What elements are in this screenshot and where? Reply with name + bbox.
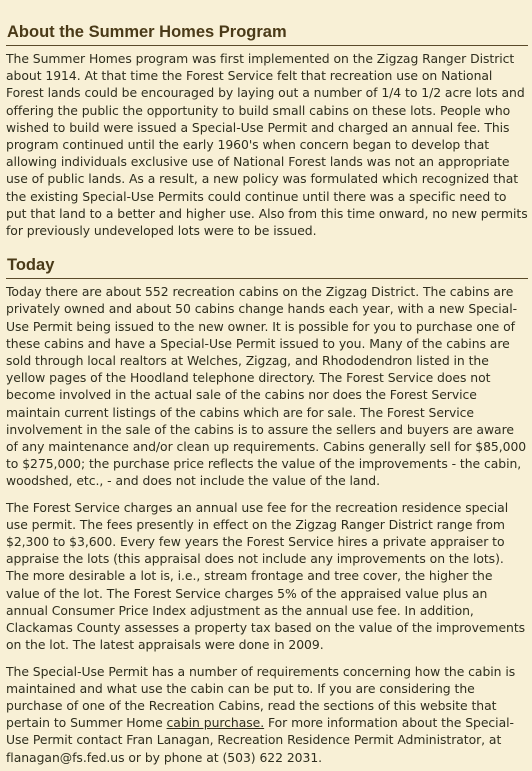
paragraph-today-1: Today there are about 552 recreation cabins on the Zigzag District. The cabins are privately owned and about 50 cabins change hands each year, with a new Special-Use Permit being issued to the new owner. It is possible for you to purchase one of these cabins and have a Special-Use Permit issued to you. Many of the cabins are sold through local realtors at Welches, Zigzag, and Rhododendron listed in the yellow pages of the Hoodland telephone directory. The Forest Service does not become involved in the actual sale of the cabins nor does the Forest Service maintain current listings of the cabins which are for sale. The Forest Service involvement in the sale of the cabins is to assure the sellers and buyers are aware of any maintenance and/or clean up requirements. Cabins generally sell for $85,000 to $275,000; the purchase price reflects the value of the improvements - the cabin, woodshed, etc., - and does not include the value of the land. [6, 284, 527, 489]
section-today [6, 253, 528, 765]
paragraph-text-before-link: The Special-Use Permit has a number of requirements concerning how the cabin is maintained and what use the cabin can be put to. If you are considering the purchase of one of the Recreation Cabins, read the sections of this website that pertain to Summer Home [6, 663, 516, 731]
section-heading-today: Today [6, 253, 528, 279]
cabin-purchase-link[interactable]: cabin purchase. [166, 715, 265, 731]
paragraph-text-after-link: For more information about the Special-Use Permit contact Fran Lanagan, Recreation Residence Permit Administrator, at flanagan@fs.fed.us or by phone at (503) 622 2031. [6, 715, 514, 765]
paragraph-about-1: The Summer Homes program was first implemented on the Zigzag Ranger District about 1914. At that time the Forest Service felt that recreation use on National Forest lands could be encouraged by laying out a number of 1/4 to 1/2 acre lots and offering the public the opportunity to build small cabins on these lots. People who wished to build were issued a Special-Use Permit and charged an annual fee. This program continued until the early 1960's when concern began to develop that allowing individuals exclusive use of National Forest lands was not an appropriate use of public lands. As a result, a new policy was formulated which recognized that the existing Special-Use Permits could continue until there was a specific need to put that land to a better and higher use. Also from this time onward, no new permits for previously undeveloped lots were to be issued. [6, 51, 528, 239]
paragraph-today-2: The Forest Service charges an annual use fee for the recreation residence special use permit. The fees presently in effect on the Zigzag Ranger District range from $2,300 to $3,600. Every few years the Forest Service hires a private appraiser to appraise the lots (this appraisal does not include any improvements on the lots). The more desirable a lot is, i.e., stream frontage and tree cover, the higher the value of the lot. The Forest Service charges 5% of the appraised value plus an annual Consumer Price Index adjustment as the annual use fee. In addition, Clackamas County assesses a property tax based on the value of the improvements on the lot. The latest appraisals were done in 2009. [6, 499, 526, 653]
section-about [6, 20, 528, 239]
paragraph-today-3 [6, 663, 528, 766]
section-heading-about: About the Summer Homes Program [6, 20, 528, 46]
